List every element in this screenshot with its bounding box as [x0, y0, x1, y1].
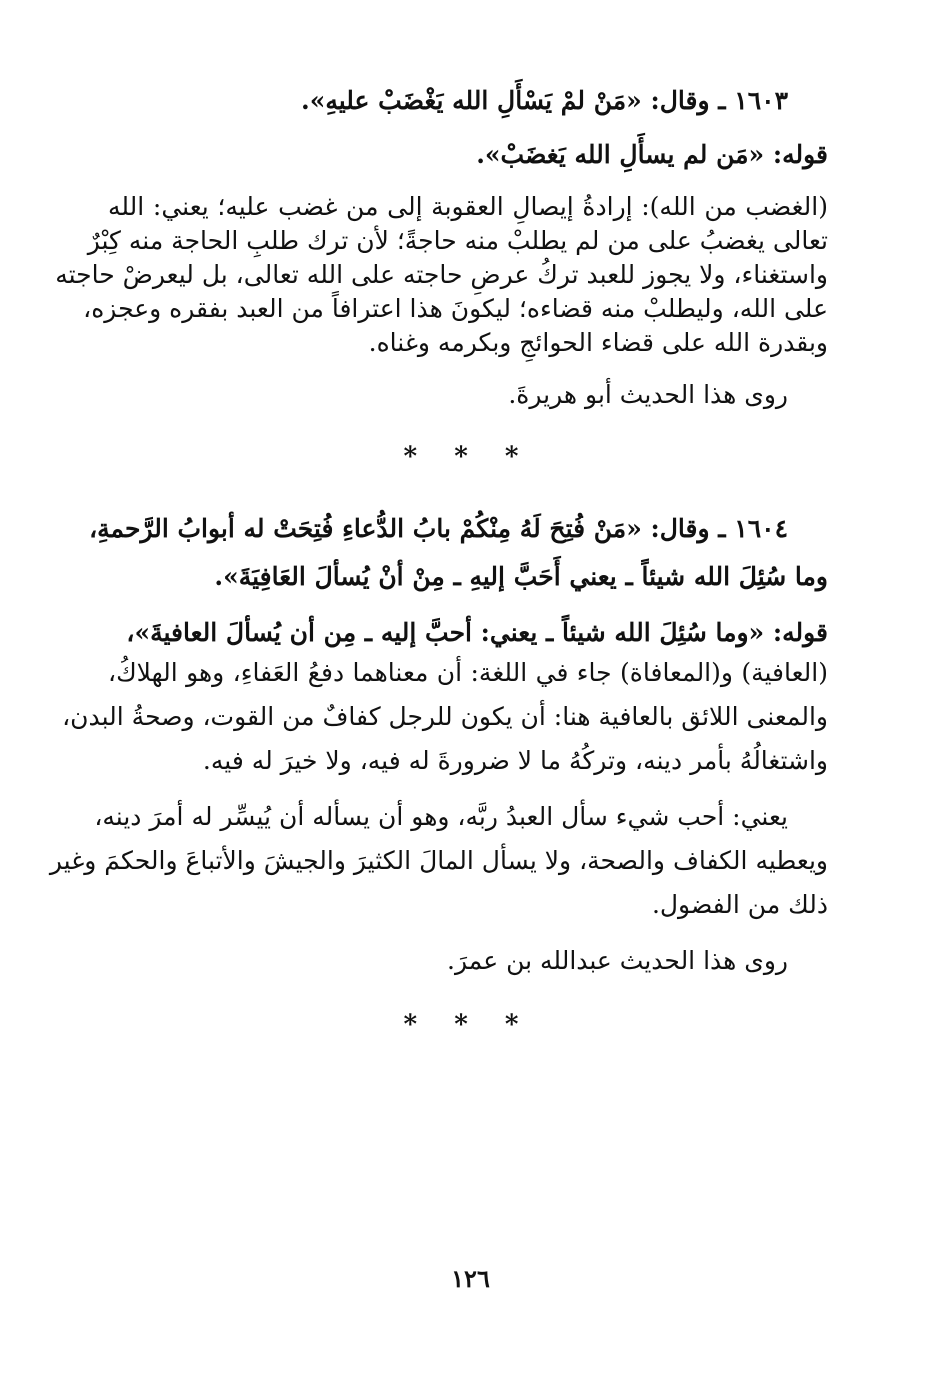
commentary-line: واستغناء، ولا يجوز للعبد تركُ عرضِ حاجته على الله تعالى، بل ليعرضْ حاجته [55, 260, 828, 289]
page-body [49, 84, 828, 1042]
hadith-1603-quote: قوله: «مَن لم يسأَلِ الله يَغضَبْ». [476, 140, 828, 169]
commentary-line: وبقدرة الله على قضاء الحوائجِ وبكرمه وغناه. [368, 328, 828, 357]
commentary-line: ذلك من الفضول. [651, 890, 828, 919]
hadith-1603-heading: ١٦٠٣ ـ وقال: «مَنْ لمْ يَسْأَلِ الله يَغْضَبْ عليهِ». [300, 86, 788, 115]
hadith-1604-heading [89, 512, 828, 594]
page-number: ١٢٦ [451, 1264, 490, 1293]
section-separator: * * * [403, 442, 533, 472]
hadith-1603-narrator: روى هذا الحديث أبو هريرةَ. [508, 380, 788, 409]
commentary-line: ويعطيه الكفاف والصحة، ولا يسأل المالَ الكثيرَ والجيشَ والأتباعَ والحكمَ وغير [49, 846, 828, 875]
hadith-1603-commentary [55, 190, 828, 360]
commentary-line: واشتغالُهُ بأمر دينه، وتركُهُ ما لا ضرورةَ له فيه، ولا خيرَ له فيه. [202, 746, 828, 775]
hadith-1604-narrator: روى هذا الحديث عبدالله بن عمرَ. [447, 946, 788, 975]
commentary-line: والمعنى اللائق بالعافية هنا: أن يكون للرجل كفافٌ من القوت، وصحةُ البدن، [62, 702, 828, 731]
hadith-1604-quote: قوله: «وما سُئِلَ الله شيئاً ـ يعني: أحبَّ إليه ـ مِن أن يُسألَ العافيةَ»، [126, 618, 828, 647]
commentary-line: على الله، وليطلبْ منه قضاءه؛ ليكونَ هذا اعترافاً من العبد بفقره وعجزه، [83, 294, 828, 323]
heading-line: وما سُئِلَ الله شيئاً ـ يعني أَحَبَّ إليهِ ـ مِنْ أنْ يُسألَ العَافِيَةَ». [214, 562, 828, 591]
heading-line: ١٦٠٤ ـ وقال: «مَنْ فُتِحَ لَهُ مِنْكُمْ بابُ الدُّعاءِ فُتِحَتْ له أبوابُ الرَّحمةِ، [89, 514, 788, 543]
hadith-1604-commentary-1 [62, 656, 828, 778]
section-separator: * * * [403, 1010, 533, 1040]
commentary-line: (العافية) و(المعافاة) جاء في اللغة: أن معناهما دفعُ العَفاءِ، وهو الهلاكُ، [108, 658, 828, 687]
commentary-line: تعالى يغضبُ على من لم يطلبْ منه حاجةً؛ لأن ترك طلبِ الحاجة منه كِبْرٌ [87, 226, 828, 255]
commentary-line: (الغضب من الله): إرادةُ إيصالِ العقوبة إلى من غضب عليه؛ يعني: الله [108, 192, 828, 221]
hadith-1604-commentary-2 [49, 800, 828, 922]
commentary-line: يعني: أحب شيء سأل العبدُ ربَّه، وهو أن يسأله أن يُيسِّر له أمرَ دينه، [94, 802, 788, 831]
